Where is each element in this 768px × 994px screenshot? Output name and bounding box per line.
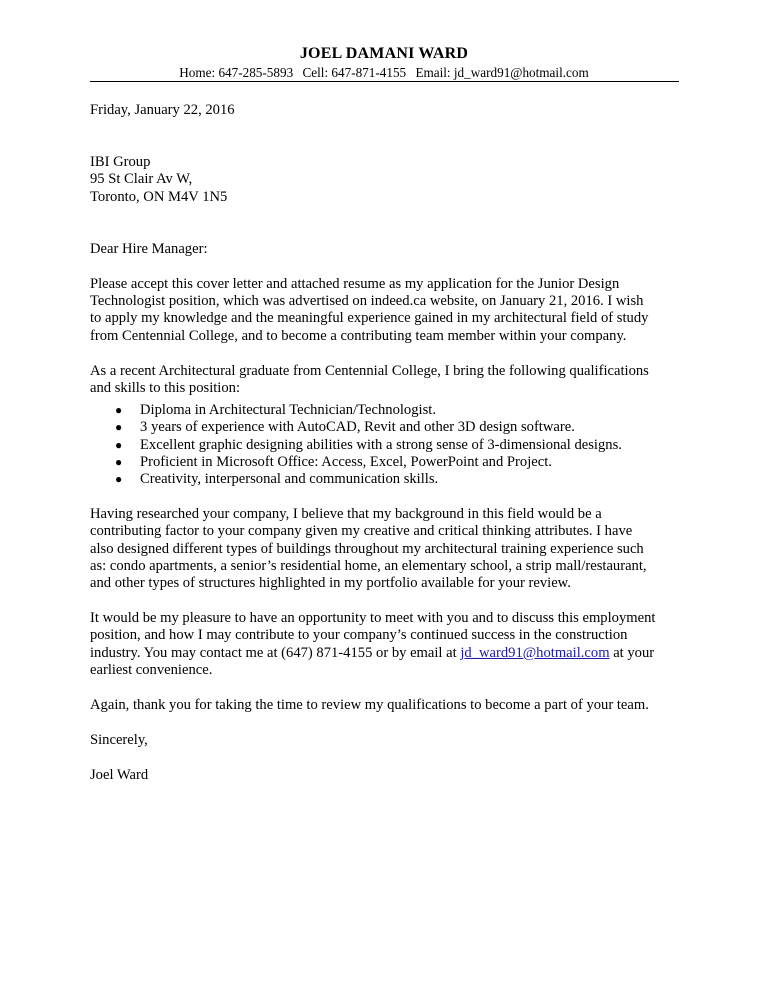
list-item: ● Excellent graphic designing abilities with a strong sense of 3-dimensional designs. (115, 436, 622, 453)
paragraph-line: position, and how I may contribute to your company’s continued success in the construction (90, 627, 628, 644)
contact-info (0, 65, 768, 81)
bullet-icon: ● (115, 472, 123, 487)
email-link[interactable]: jd_ward91@hotmail.com (460, 644, 610, 661)
cell-phone: Cell: 647-871-4155 (302, 65, 407, 80)
paragraph-line: as: condo apartments, a senior’s residential home, an elementary school, a strip mall/restaurant, (90, 557, 647, 574)
list-item: ● Creativity, interpersonal and communication skills. (115, 471, 439, 488)
paragraph-thanks: Again, thank you for taking the time to review my qualifications to become a part of your team. (90, 697, 649, 714)
paragraph-line: Technologist position, which was advertised on indeed.ca website, on January 21, 2016. I wish (90, 293, 644, 310)
bullet-icon: ● (115, 454, 123, 469)
recipient-address (90, 154, 690, 206)
paragraph-line: from Centennial College, and to become a contributing team member within your company. (90, 327, 627, 344)
paragraph-line: As a recent Architectural graduate from Centennial College, I bring the following qualifications (90, 362, 649, 379)
paragraph-qualifications-intro (90, 363, 690, 397)
list-item: ● 3 years of experience with AutoCAD, Revit and other 3D design software. (115, 419, 575, 436)
list-item: ● Proficient in Microsoft Office: Access, Excel, PowerPoint and Project. (115, 453, 552, 470)
closing: Sincerely, (90, 732, 148, 749)
recipient-city: Toronto, ON M4V 1N5 (90, 188, 228, 205)
letter-body (90, 102, 690, 785)
paragraph-background (90, 506, 690, 592)
applicant-name: JOEL DAMANI WARD (299, 45, 469, 62)
paragraph-line: earliest convenience. (90, 661, 213, 678)
paragraph-line: contributing factor to your company given my creative and critical thinking attributes. I have (90, 523, 633, 540)
recipient-street: 95 St Clair Av W, (90, 171, 193, 188)
header-email: Email: jd_ward91@hotmail.com (415, 65, 589, 80)
paragraph-line: industry. You may contact me at (647) 871-4155 or by email at jd_ward91@hotmail.com at your (90, 644, 655, 661)
bullet-icon: ● (115, 403, 123, 418)
recipient-company: IBI Group (90, 154, 151, 171)
paragraph-line: also designed different types of buildings throughout my architectural training experience such (90, 540, 644, 557)
letter-date: Friday, January 22, 2016 (90, 102, 235, 118)
paragraph-line: and skills to this position: (90, 380, 241, 397)
signature: Joel Ward (90, 767, 149, 784)
bullet-icon: ● (115, 437, 123, 452)
paragraph-line: to apply my knowledge and the meaningful experience gained in my architectural field of study (90, 310, 649, 327)
paragraph-line: Please accept this cover letter and attached resume as my application for the Junior Design (90, 276, 620, 293)
letterhead (0, 45, 768, 80)
home-phone: Home: 647-285-5893 (179, 65, 294, 80)
paragraph-line: It would be my pleasure to have an opportunity to meet with you and to discuss this employment (90, 610, 656, 627)
qualifications-list (90, 402, 690, 488)
list-item: ● Diploma in Architectural Technician/Technologist. (115, 402, 436, 419)
paragraph-intro (90, 276, 690, 345)
bullet-icon: ● (115, 420, 123, 435)
paragraph-line: and other types of structures highlighted in my portfolio available for your review. (90, 575, 571, 592)
header-divider (90, 81, 679, 82)
paragraph-contact (90, 610, 690, 679)
paragraph-line: Having researched your company, I believe that my background in this field would be a (90, 506, 602, 523)
salutation: Dear Hire Manager: (90, 240, 208, 257)
